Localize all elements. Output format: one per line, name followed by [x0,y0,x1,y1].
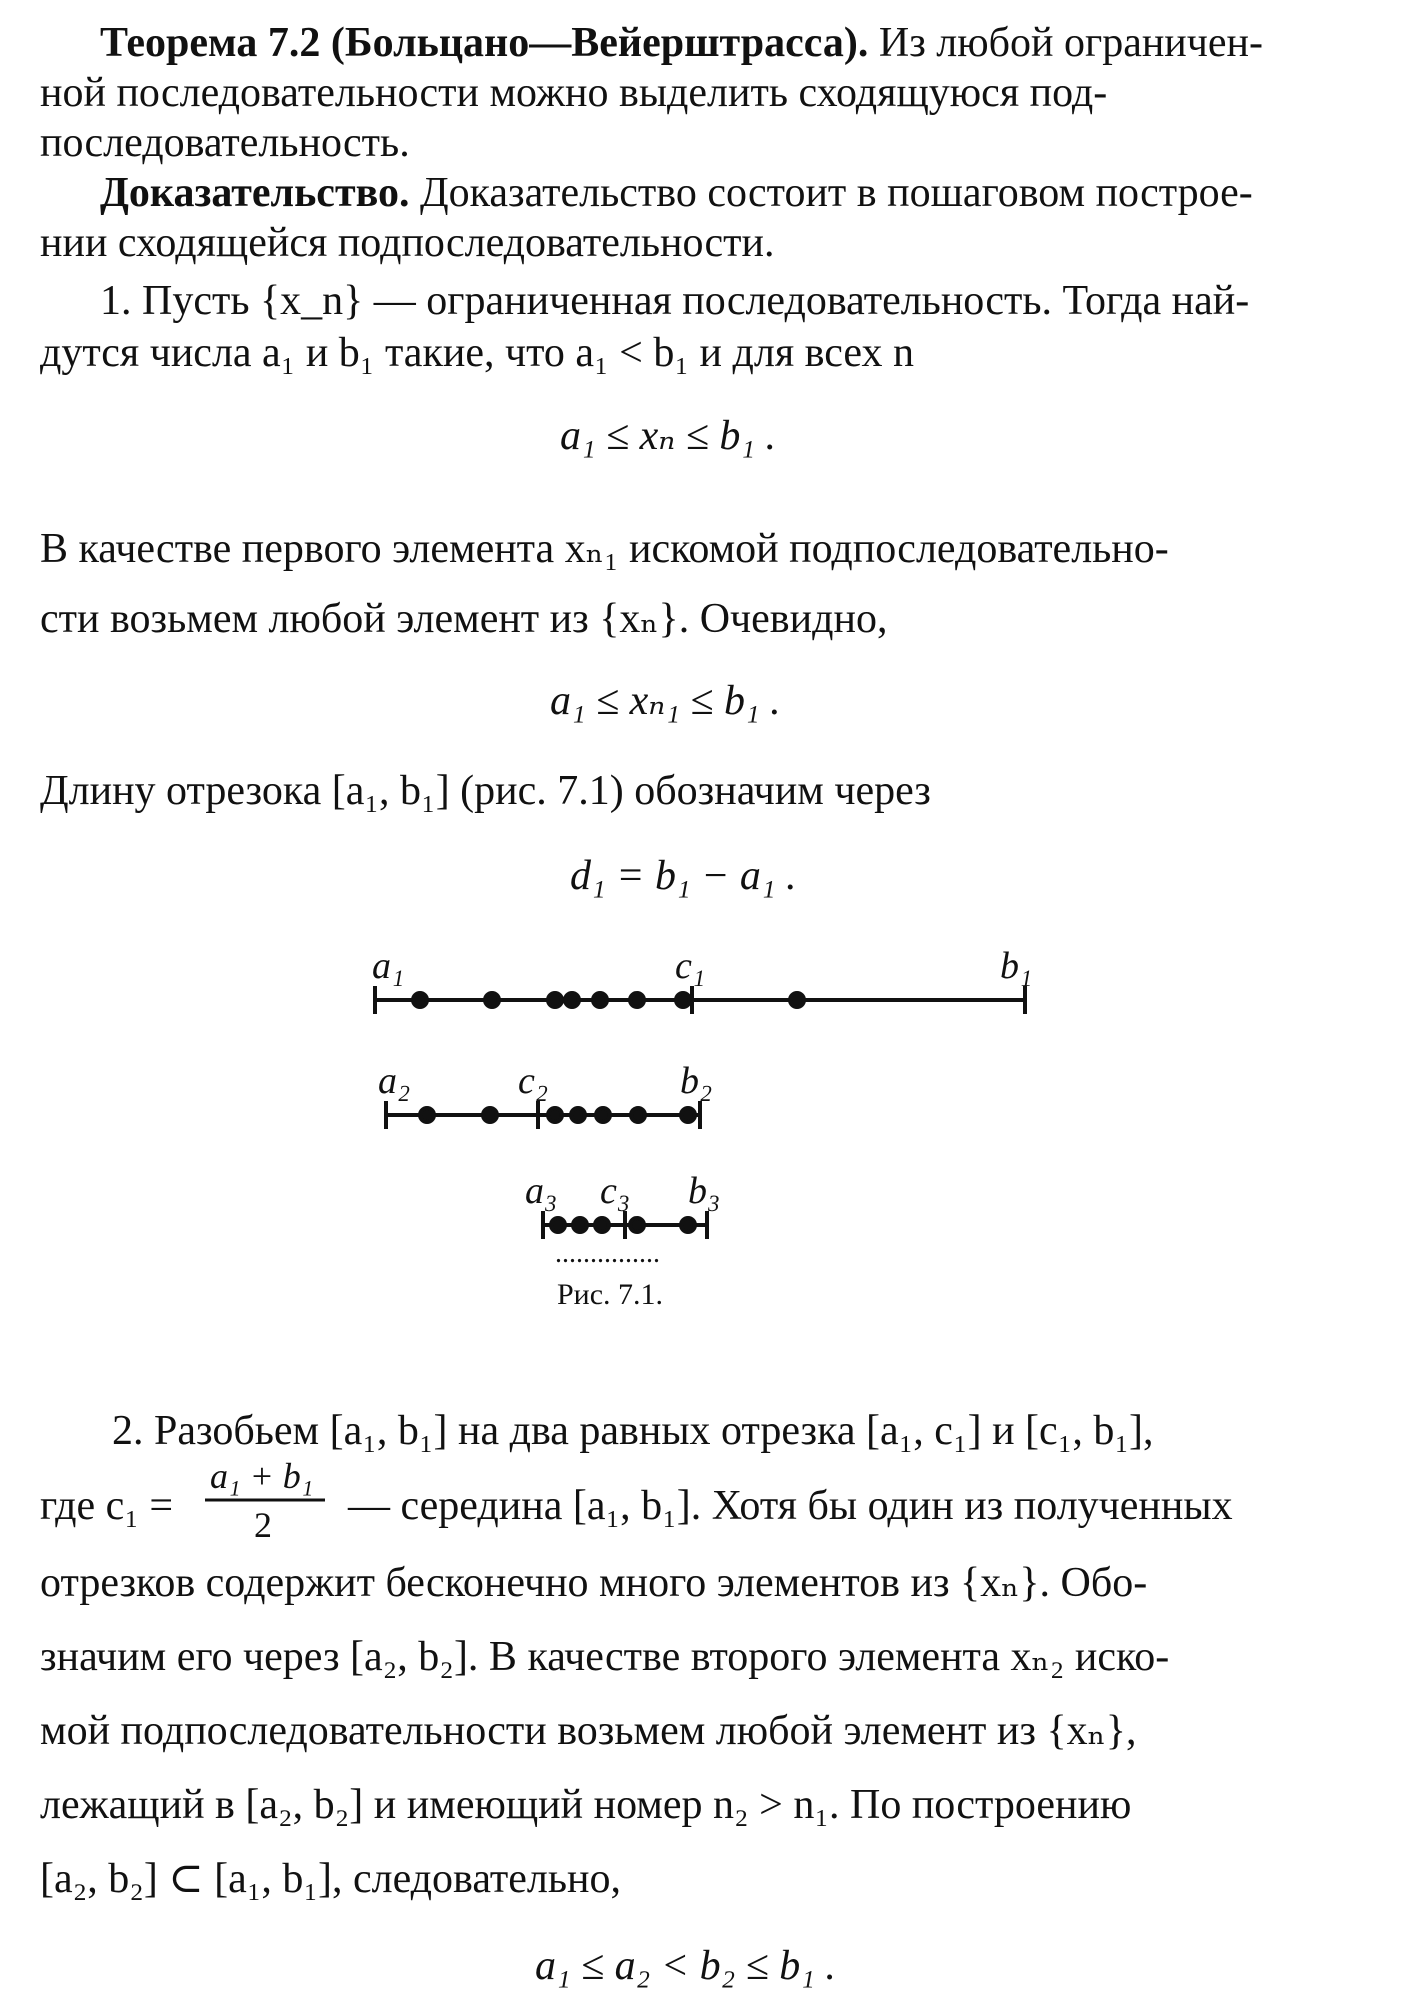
step1-line-5: Длину отрезока [a₁, b₁] (рис. 7.1) обозначим через [40,768,931,814]
figure-caption: Рис. 7.1. [557,1278,664,1311]
step2-line-2-pre: где c₁ = [40,1483,174,1529]
label-a1: a₁ [372,945,405,987]
step1-line-4: сти возьмем любой элемент из {xₙ}. Очевидно, [40,596,888,642]
label-c1: c₁ [675,945,706,987]
label-c3: c₃ [600,1170,631,1212]
theorem-title: Теорема 7.2 (Больцано—Вейерштрасса). [100,20,869,66]
formula-a1-xn-b1: a₁ ≤ xₙ ≤ b₁ . [560,413,776,459]
label-a3: a₃ [525,1170,558,1212]
label-a2: a₂ [378,1060,411,1102]
proof-text-1: Доказательство состоит в пошаговом построе- [419,170,1253,216]
step2-line-3: отрезков содержит бесконечно много элементов из {xₙ}. Обо- [40,1560,1148,1606]
formula-a1-a2-b2-b1: a₁ ≤ a₂ < b₂ ≤ b₁ . [535,1943,836,1989]
label-c2: c₂ [518,1060,549,1102]
fraction-denominator: 2 [254,1505,272,1545]
formula-d1: d₁ = b₁ − a₁ . [570,853,797,899]
step2-line-2-post: — середина [a₁, b₁]. Хотя бы один из полученных [348,1483,1233,1529]
step2-line-5: мой подпоследовательности возьмем любой элемент из {xₙ}, [40,1708,1137,1754]
theorem-line-2: ной последовательности можно выделить сходящуюся под- [40,70,1108,116]
step2-line-1: 2. Разобьем [a₁, b₁] на два равных отрезка [a₁, c₁] и [c₁, b₁], [112,1408,1154,1454]
step1-line-1: 1. Пусть {x_n} — ограниченная последовательность. Тогда най- [100,278,1250,324]
step1-line-3: В качестве первого элемента xₙ₁ искомой подпоследовательно- [40,526,1169,572]
label-b3: b₃ [688,1170,721,1212]
step2-line-6: лежащий в [a₂, b₂] и имеющий номер n₂ > n₁. По построению [40,1782,1132,1828]
proof-label: Доказательство. [100,170,410,216]
label-b1: b₁ [1000,945,1033,987]
continuation-dots: ............... [555,1238,660,1269]
step2-line-4: значим его через [a₂, b₂]. В качестве второго элемента xₙ₂ иско- [40,1634,1170,1680]
proof-line-2: нии сходящейся подпоследовательности. [40,220,775,266]
label-b2: b₂ [680,1060,713,1102]
step2-line-7: [a₂, b₂] ⊂ [a₁, b₁], следовательно, [40,1856,621,1902]
formula-a1-xn1-b1: a₁ ≤ xₙ₁ ≤ b₁ . [550,678,781,724]
fraction-numerator: a₁ + b₁ [210,1456,314,1496]
theorem-text-1: Из любой ограничен- [878,20,1264,66]
step1-line-2: дутся числа a₁ и b₁ такие, что a₁ < b₁ и для всех n [40,330,914,376]
theorem-line-3: последовательность. [40,120,410,166]
